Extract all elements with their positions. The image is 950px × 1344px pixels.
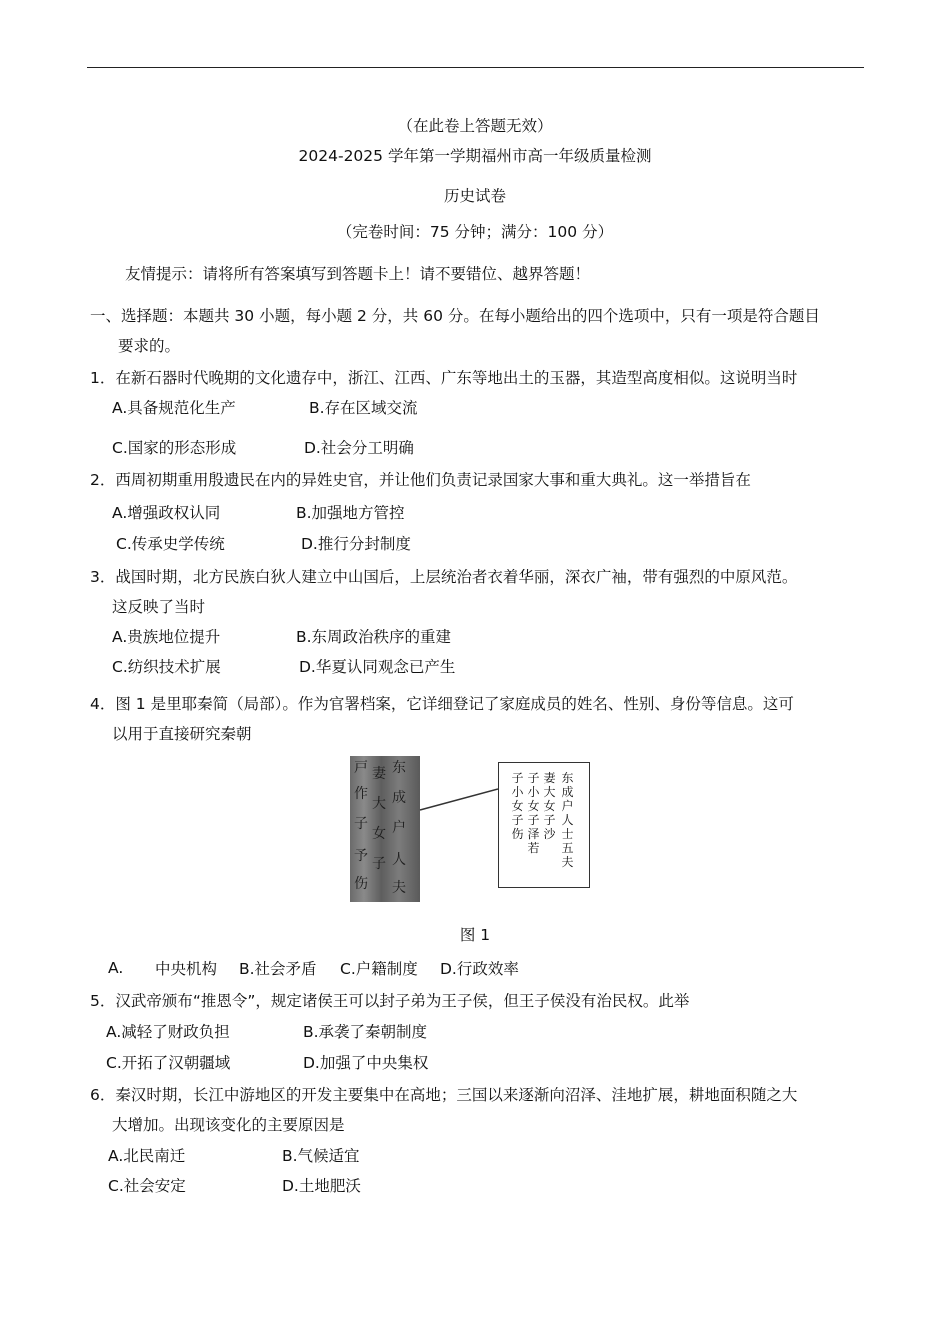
transcription-box xyxy=(498,762,590,888)
q6-option-c: C.社会安定 xyxy=(108,1177,186,1195)
q1-option-a: A.具备规范化生产 xyxy=(112,399,236,417)
q1-option-b: B.存在区域交流 xyxy=(309,399,418,417)
invalid-note: （在此卷上答题无效） xyxy=(397,117,553,135)
q1-option-d: D.社会分工明确 xyxy=(304,439,414,457)
q6-stem-cont: 大增加。出现该变化的主要原因是 xyxy=(112,1116,345,1134)
q4-stem: 4．图 1 是里耶秦简（局部）。作为官署档案，它详细登记了家庭成员的姓名、性别、身份等信息。这可 xyxy=(90,695,794,713)
q3-option-a: A.贵族地位提升 xyxy=(112,628,221,646)
q5-stem: 5．汉武帝颁布“推恩令”，规定诸侯王可以封子弟为王子侯，但王子侯没有治民权。此举 xyxy=(90,992,690,1010)
q6-option-b: B.气候适宜 xyxy=(282,1147,360,1165)
transcription-col-2: 妻大女子沙 xyxy=(543,771,556,841)
q5-option-c: C.开拓了汉朝疆域 xyxy=(106,1054,231,1072)
q5-option-d: D.加强了中央集权 xyxy=(303,1054,429,1072)
q4-option-d: D.行政效率 xyxy=(440,960,519,978)
q2-option-a: A.增强政权认同 xyxy=(112,504,221,522)
friendly-tip: 友情提示：请将所有答案填写到答题卡上！请不要错位、越界答题！ xyxy=(125,265,591,283)
transcription-col-1: 东成户人士五夫 xyxy=(561,771,574,869)
q2-option-b: B.加强地方管控 xyxy=(296,504,405,522)
q4-option-b: B.社会矛盾 xyxy=(239,960,317,978)
q2-option-c: C.传承史学传统 xyxy=(116,535,225,553)
exam-title: 2024-2025 学年第一学期福州市高一年级质量检测 xyxy=(298,147,652,165)
transcription-col-4: 子小女子伤 xyxy=(511,771,524,841)
q4-stem-cont: 以用于直接研究秦朝 xyxy=(112,725,252,743)
q2-option-d: D.推行分封制度 xyxy=(301,535,411,553)
time-score: （完卷时间：75 分钟；满分：100 分） xyxy=(336,223,614,241)
q3-option-c: C.纺织技术扩展 xyxy=(112,658,221,676)
q3-option-b: B.东周政治秩序的重建 xyxy=(296,628,452,646)
subject-title: 历史试卷 xyxy=(443,187,506,205)
q3-option-d: D.华夏认同观念已产生 xyxy=(299,658,456,676)
bamboo-slip-photo: 戸 作 子 予 伤 妻 大 女 子 东 成 户 人 夫 xyxy=(350,756,420,902)
figure-caption: 图 1 xyxy=(459,926,491,944)
q1-stem: 1．在新石器时代晚期的文化遗存中，浙江、江西、广东等地出土的玉器，其造型高度相似。这说明当时 xyxy=(90,369,798,387)
section-heading-cont: 要求的。 xyxy=(118,337,181,355)
q3-stem: 3．战国时期，北方民族白狄人建立中山国后，上层统治者衣着华丽，深衣广袖，带有强烈的中原风范。 xyxy=(90,568,798,586)
figure-connector-line xyxy=(418,0,498,900)
q6-option-a: A.北民南迁 xyxy=(108,1147,186,1165)
q2-stem: 2．西周初期重用殷遗民在内的异姓史官，并让他们负责记录国家大事和重大典礼。这一举措旨在 xyxy=(90,471,751,489)
q4-option-a-letter: A. xyxy=(108,959,124,977)
transcription-col-3: 子小女子泽若 xyxy=(527,771,540,855)
q4-option-c: C.户籍制度 xyxy=(340,960,418,978)
q5-option-b: B.承袭了秦朝制度 xyxy=(303,1023,428,1041)
q4-option-a: 中央机构 xyxy=(155,960,218,978)
q6-option-d: D.土地肥沃 xyxy=(282,1177,361,1195)
q6-stem: 6．秦汉时期，长江中游地区的开发主要集中在高地；三国以来逐渐向沼泽、洼地扩展，耕地面积随之大 xyxy=(90,1086,798,1104)
section-heading: 一、选择题：本题共 30 小题，每小题 2 分，共 60 分。在每小题给出的四个选项中，只有一项是符合题目 xyxy=(90,307,820,325)
q3-stem-cont: 这反映了当时 xyxy=(112,598,206,616)
q5-option-a: A.减轻了财政负担 xyxy=(106,1023,230,1041)
q1-option-c: C.国家的形态形成 xyxy=(112,439,237,457)
